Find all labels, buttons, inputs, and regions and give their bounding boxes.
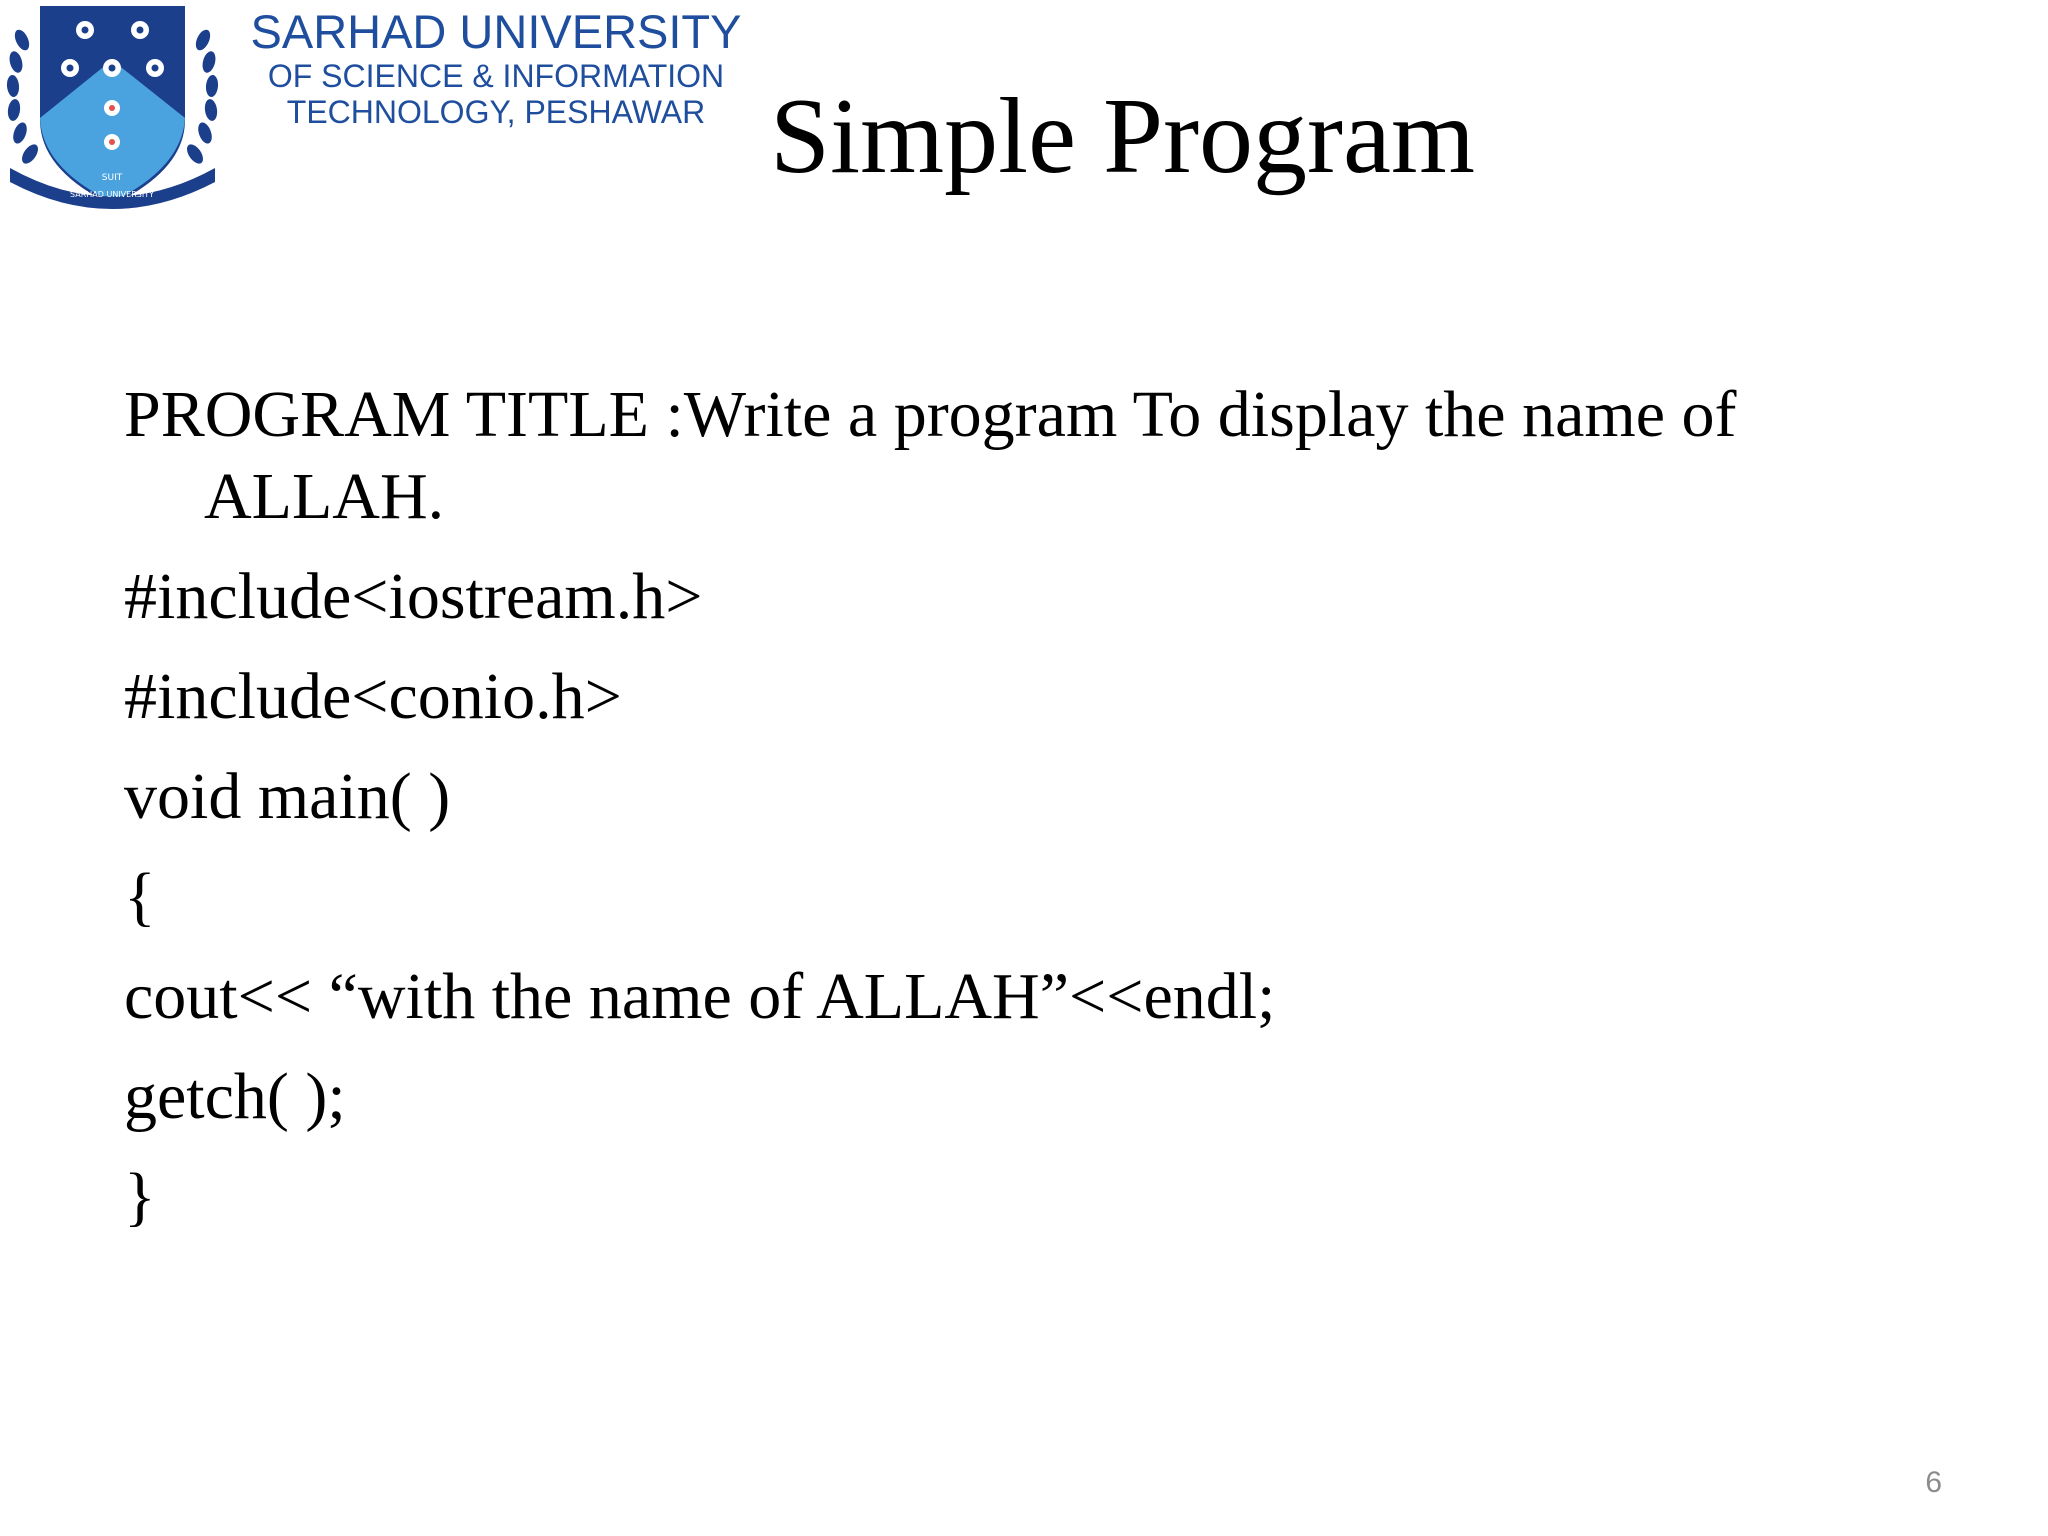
code-line-6: getch( ); <box>124 1060 346 1133</box>
slide-body <box>124 374 1944 1256</box>
program-title: PROGRAM TITLE :Write a program To display the name of ALLAH. <box>124 378 1737 533</box>
code-line-2: #include<conio.h> <box>124 660 622 733</box>
code-line-1: #include<iostream.h> <box>124 560 703 633</box>
ribbon-text: SARHAD UNIVERSITY <box>70 190 154 199</box>
crest-text: SUIT <box>101 173 123 183</box>
university-name-line1: SARHAD UNIVERSITY <box>250 5 742 58</box>
code-line-4: { <box>124 860 156 933</box>
university-logo <box>0 0 760 225</box>
university-name-line2: OF SCIENCE & INFORMATION <box>267 58 725 94</box>
slide-title: Simple Program <box>770 77 1475 196</box>
code-line-7: } <box>124 1160 156 1233</box>
university-crest-icon <box>0 0 225 225</box>
code-line-3: void main( ) <box>124 760 451 833</box>
code-line-5: cout<< “with the name of ALLAH”<<endl; <box>124 960 1276 1033</box>
university-name <box>236 6 756 130</box>
university-name-line3: TECHNOLOGY, PESHAWAR <box>286 94 706 130</box>
page-number: 6 <box>1925 1466 1942 1499</box>
